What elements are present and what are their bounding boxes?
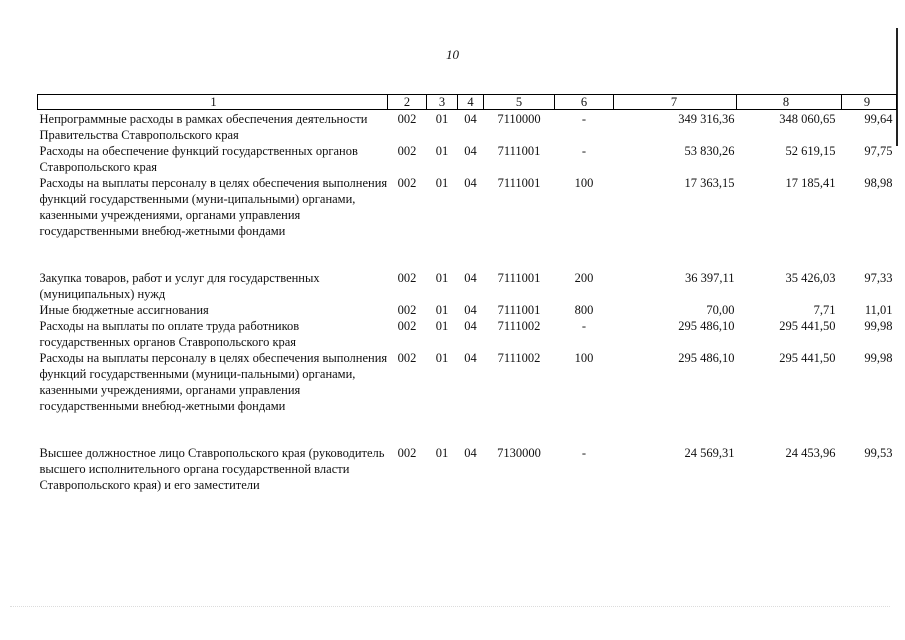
col-header-8: 8	[737, 95, 842, 110]
row-target-article: 7111001	[497, 303, 541, 317]
row-expense-type: 100	[574, 176, 594, 190]
row-section: 01	[435, 176, 449, 190]
row-code-admin: 002	[397, 351, 417, 365]
col-header-5: 5	[484, 95, 555, 110]
row-percent: 97,33	[864, 271, 893, 285]
table-row	[38, 110, 897, 144]
row-actual-amount: 295 441,50	[779, 319, 836, 333]
row-actual-amount: 348 060,65	[779, 112, 836, 126]
col-header-4: 4	[458, 95, 484, 110]
row-name: Закупка товаров, работ и услуг для государственных (муниципальных) нужд	[39, 271, 320, 301]
row-section: 01	[435, 351, 449, 365]
row-plan-amount: 24 569,31	[684, 446, 735, 460]
table-row	[38, 302, 897, 318]
row-name: Расходы на выплаты персоналу в целях обеспечения выполнения функций государственными (муни-ципальными) органами, казенными учреждениями, органами управления государственными внебюд-жетными фондами	[39, 176, 388, 238]
row-code-admin: 002	[397, 112, 417, 126]
row-actual-amount: 7,71	[813, 303, 836, 317]
table-row	[38, 175, 897, 270]
row-actual-amount: 52 619,15	[785, 144, 836, 158]
row-plan-amount: 349 316,36	[678, 112, 735, 126]
row-code-admin: 002	[397, 144, 417, 158]
row-expense-type: -	[581, 319, 587, 333]
row-expense-type: -	[581, 144, 587, 158]
row-section: 01	[435, 112, 449, 126]
row-plan-amount: 17 363,15	[684, 176, 735, 190]
row-plan-amount: 53 830,26	[684, 144, 735, 158]
row-actual-amount: 35 426,03	[785, 271, 836, 285]
row-plan-amount: 36 397,11	[684, 271, 735, 285]
row-subsection: 04	[464, 144, 477, 158]
row-section: 01	[435, 319, 449, 333]
row-subsection: 04	[464, 176, 477, 190]
page-number: 10	[446, 47, 459, 62]
table-row	[38, 445, 897, 493]
row-expense-type: 800	[574, 303, 594, 317]
col-header-9: 9	[842, 95, 897, 110]
row-expense-type: -	[581, 446, 587, 460]
row-code-admin: 002	[397, 303, 417, 317]
row-code-admin: 002	[397, 176, 417, 190]
row-subsection: 04	[464, 351, 477, 365]
budget-table	[37, 94, 897, 493]
col-header-6: 6	[555, 95, 614, 110]
row-target-article: 7111001	[497, 144, 541, 158]
row-code-admin: 002	[397, 271, 417, 285]
row-plan-amount: 295 486,10	[678, 319, 735, 333]
row-percent: 99,53	[864, 446, 893, 460]
row-name: Расходы на выплаты по оплате труда работников государственных органов Ставропольского края	[39, 319, 300, 349]
row-expense-type: 200	[574, 271, 594, 285]
row-code-admin: 002	[397, 446, 417, 460]
row-subsection: 04	[464, 303, 477, 317]
row-actual-amount: 295 441,50	[779, 351, 836, 365]
row-section: 01	[435, 303, 449, 317]
row-section: 01	[435, 446, 449, 460]
row-target-article: 7110000	[497, 112, 541, 126]
row-name: Расходы на обеспечение функций государственных органов Ставропольского края	[39, 144, 358, 174]
table-row	[38, 143, 897, 175]
table-row	[38, 270, 897, 302]
header-row	[38, 95, 897, 110]
row-expense-type: 100	[574, 351, 594, 365]
col-header-3: 3	[427, 95, 458, 110]
row-name: Иные бюджетные ассигнования	[39, 303, 209, 317]
row-percent: 99,98	[864, 319, 893, 333]
row-name: Высшее должностное лицо Ставропольского края (руководитель высшего исполнительного органа государственной власти Ставропольского края) и его заместители	[39, 446, 385, 492]
row-actual-amount: 24 453,96	[785, 446, 836, 460]
table-row	[38, 350, 897, 445]
col-header-7: 7	[614, 95, 737, 110]
row-section: 01	[435, 144, 449, 158]
row-percent: 97,75	[864, 144, 893, 158]
row-name: Непрограммные расходы в рамках обеспечения деятельности Правительства Ставропольского края	[39, 112, 368, 142]
row-target-article: 7130000	[497, 446, 541, 460]
col-header-1: 1	[38, 95, 388, 110]
col-header-2: 2	[388, 95, 427, 110]
row-subsection: 04	[464, 112, 477, 126]
row-percent: 98,98	[864, 176, 893, 190]
row-percent: 99,64	[864, 112, 893, 126]
row-subsection: 04	[464, 271, 477, 285]
row-percent: 99,98	[864, 351, 893, 365]
row-plan-amount: 70,00	[706, 303, 735, 317]
table-body	[38, 110, 897, 494]
row-target-article: 7111001	[497, 271, 541, 285]
table-row	[38, 318, 897, 350]
row-actual-amount: 17 185,41	[785, 176, 836, 190]
row-target-article: 7111002	[497, 319, 541, 333]
row-subsection: 04	[464, 446, 477, 460]
row-subsection: 04	[464, 319, 477, 333]
row-target-article: 7111001	[497, 176, 541, 190]
row-code-admin: 002	[397, 319, 417, 333]
row-target-article: 7111002	[497, 351, 541, 365]
row-plan-amount: 295 486,10	[678, 351, 735, 365]
row-expense-type: -	[581, 112, 587, 126]
row-percent: 11,01	[864, 303, 893, 317]
row-name: Расходы на выплаты персоналу в целях обеспечения выполнения функций государственными (муници-пальными) органами, казенными учреждениями, органами управления государственными внебюд-жетными фондами	[39, 351, 388, 413]
scan-noise-line	[10, 606, 890, 608]
row-section: 01	[435, 271, 449, 285]
